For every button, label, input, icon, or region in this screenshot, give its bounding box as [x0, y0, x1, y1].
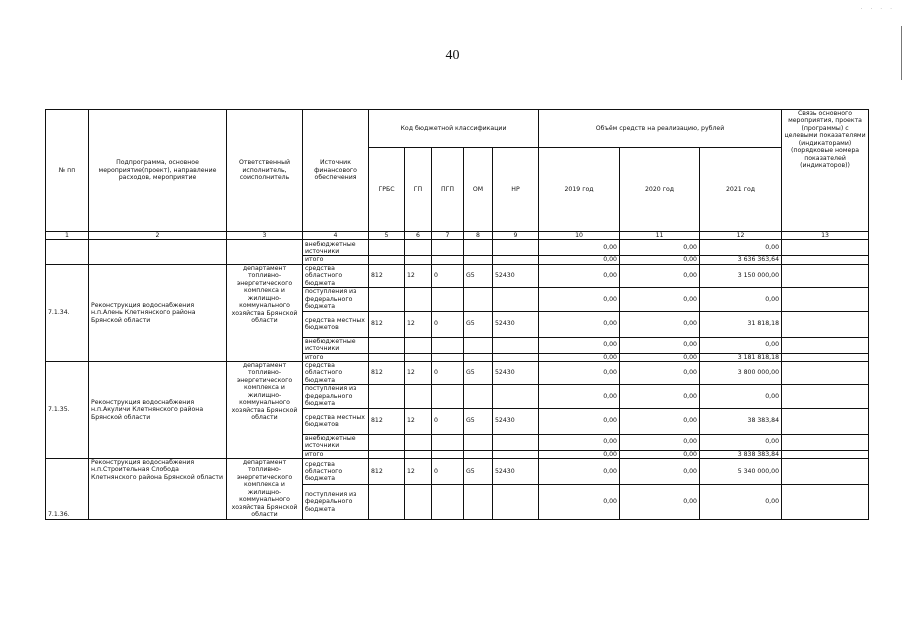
value-2020: 0,00 — [620, 240, 700, 256]
code-nr: 52430 — [493, 264, 539, 287]
code-gp: 12 — [405, 361, 432, 384]
col-number: 9 — [493, 232, 539, 240]
table-row — [46, 361, 869, 384]
item-number: 7.1.35. — [46, 361, 89, 458]
header-pgp: ПГП — [432, 148, 464, 232]
scan-edge-line — [901, 26, 902, 80]
code-pgp: 0 — [432, 311, 464, 337]
total-2021: 3 181 818,18 — [700, 353, 782, 361]
code-om: G5 — [464, 311, 493, 337]
item-number: 7.1.36. — [46, 459, 89, 520]
code-gp: 12 — [405, 311, 432, 337]
source-regional: средства областного бюджета — [303, 264, 369, 287]
code-pgp: 0 — [432, 361, 464, 384]
total-2019: 0,00 — [539, 256, 620, 264]
total-2019: 0,00 — [539, 353, 620, 361]
header-gp: ГП — [405, 148, 432, 232]
value-2020: 0,00 — [620, 311, 700, 337]
header-program: Подпрограмма, основное мероприятие(проект), направление расходов, мероприятие — [89, 110, 227, 232]
header-volume: Объём средств на реализацию, рублей — [539, 110, 782, 148]
code-nr: 52430 — [493, 408, 539, 434]
source-total: итого — [303, 256, 369, 264]
total-2021: 3 838 383,84 — [700, 450, 782, 458]
source-total: итого — [303, 353, 369, 361]
source-federal: поступления из федерального бюджета — [303, 288, 369, 311]
item-name: Реконструкция водоснабжения н.п.Строительная Слобода Клетнянского района Брянской области — [89, 459, 227, 520]
scan-marks: · · · · — [860, 6, 895, 13]
code-nr: 52430 — [493, 459, 539, 485]
total-2020: 0,00 — [620, 450, 700, 458]
value-2020: 0,00 — [620, 288, 700, 311]
value-2019: 0,00 — [539, 459, 620, 485]
value-2021: 0,00 — [700, 434, 782, 450]
value-2019: 0,00 — [539, 240, 620, 256]
col-number: 12 — [700, 232, 782, 240]
value-2019: 0,00 — [539, 311, 620, 337]
code-pgp: 0 — [432, 408, 464, 434]
value-2019: 0,00 — [539, 361, 620, 384]
value-2019: 0,00 — [539, 408, 620, 434]
total-2019: 0,00 — [539, 450, 620, 458]
source-extra: внебюджетные источники — [303, 434, 369, 450]
col-number: 13 — [782, 232, 869, 240]
value-2020: 0,00 — [620, 361, 700, 384]
col-number: 2 — [89, 232, 227, 240]
value-2021: 5 340 000,00 — [700, 459, 782, 485]
col-number: 7 — [432, 232, 464, 240]
source-federal: поступления из федерального бюджета — [303, 385, 369, 408]
value-2021: 0,00 — [700, 485, 782, 519]
value-2021: 3 150 000,00 — [700, 264, 782, 287]
value-2021: 0,00 — [700, 240, 782, 256]
value-2019: 0,00 — [539, 485, 620, 519]
header-nr: НР — [493, 148, 539, 232]
item-name: Реконструкция водоснабжения н.п.Акуличи Клетнянского района Брянской области — [89, 361, 227, 458]
value-2021: 31 818,18 — [700, 311, 782, 337]
item-number: 7.1.34. — [46, 264, 89, 361]
source-federal: поступления из федерального бюджета — [303, 485, 369, 519]
value-2020: 0,00 — [620, 264, 700, 287]
item-responsible: департамент топливно-энергетического комплекса и жилищно-коммунального хозяйства Брянской области — [227, 264, 303, 361]
value-2020: 0,00 — [620, 434, 700, 450]
header-grbs: ГРБС — [369, 148, 405, 232]
code-nr: 52430 — [493, 361, 539, 384]
code-om: G5 — [464, 264, 493, 287]
budget-table — [45, 109, 869, 520]
code-pgp: 0 — [432, 264, 464, 287]
table-row — [46, 240, 869, 256]
col-number: 11 — [620, 232, 700, 240]
header-om: ОМ — [464, 148, 493, 232]
code-grbs: 812 — [369, 311, 405, 337]
code-om: G5 — [464, 408, 493, 434]
header-source: Источник финансового обеспечения — [303, 110, 369, 232]
header-2021: 2021 год — [700, 148, 782, 232]
value-2020: 0,00 — [620, 385, 700, 408]
header-2020: 2020 год — [620, 148, 700, 232]
code-grbs: 812 — [369, 408, 405, 434]
col-number: 5 — [369, 232, 405, 240]
code-gp: 12 — [405, 459, 432, 485]
source-extra: внебюджетные источники — [303, 240, 369, 256]
value-2020: 0,00 — [620, 408, 700, 434]
code-grbs: 812 — [369, 264, 405, 287]
value-2019: 0,00 — [539, 264, 620, 287]
value-2021: 0,00 — [700, 385, 782, 408]
value-2020: 0,00 — [620, 337, 700, 353]
col-number: 10 — [539, 232, 620, 240]
table-row — [46, 459, 869, 485]
source-local: средства местных бюджетов — [303, 311, 369, 337]
value-2021: 38 383,84 — [700, 408, 782, 434]
col-number: 1 — [46, 232, 89, 240]
value-2021: 0,00 — [700, 288, 782, 311]
total-2021: 3 636 363,64 — [700, 256, 782, 264]
code-grbs: 812 — [369, 459, 405, 485]
value-2019: 0,00 — [539, 385, 620, 408]
source-extra: внебюджетные источники — [303, 337, 369, 353]
header-num: № пп — [46, 110, 89, 232]
header-budget-code: Код бюджетной классификации — [369, 110, 539, 148]
source-regional: средства областного бюджета — [303, 361, 369, 384]
value-2021: 0,00 — [700, 337, 782, 353]
value-2020: 0,00 — [620, 485, 700, 519]
value-2019: 0,00 — [539, 337, 620, 353]
item-name: Реконструкция водоснабжения н.п.Алень Клетнянского района Брянской области — [89, 264, 227, 361]
code-nr: 52430 — [493, 311, 539, 337]
col-number: 4 — [303, 232, 369, 240]
code-gp: 12 — [405, 264, 432, 287]
value-2021: 3 800 000,00 — [700, 361, 782, 384]
header-link: Связь основного мероприятия, проекта (программы) с целевыми показателями (индикаторами) (порядковые номера показателей (индикаторов)) — [782, 110, 869, 232]
total-2020: 0,00 — [620, 256, 700, 264]
header-2019: 2019 год — [539, 148, 620, 232]
code-pgp: 0 — [432, 459, 464, 485]
code-om: G5 — [464, 361, 493, 384]
header-responsible: Ответственный исполнитель, соисполнитель — [227, 110, 303, 232]
code-om: G5 — [464, 459, 493, 485]
item-responsible: департамент топливно-энергетического комплекса и жилищно-коммунального хозяйства Брянской области — [227, 361, 303, 458]
code-grbs: 812 — [369, 361, 405, 384]
source-total: итого — [303, 450, 369, 458]
col-number: 3 — [227, 232, 303, 240]
col-number: 8 — [464, 232, 493, 240]
table-row — [46, 264, 869, 287]
value-2019: 0,00 — [539, 288, 620, 311]
value-2020: 0,00 — [620, 459, 700, 485]
page-number: 40 — [445, 48, 460, 63]
code-gp: 12 — [405, 408, 432, 434]
total-2020: 0,00 — [620, 353, 700, 361]
col-number: 6 — [405, 232, 432, 240]
source-local: средства местных бюджетов — [303, 408, 369, 434]
item-responsible: департамент топливно-энергетического комплекса и жилищно-коммунального хозяйства Брянской области — [227, 459, 303, 520]
value-2019: 0,00 — [539, 434, 620, 450]
source-regional: средства областного бюджета — [303, 459, 369, 485]
